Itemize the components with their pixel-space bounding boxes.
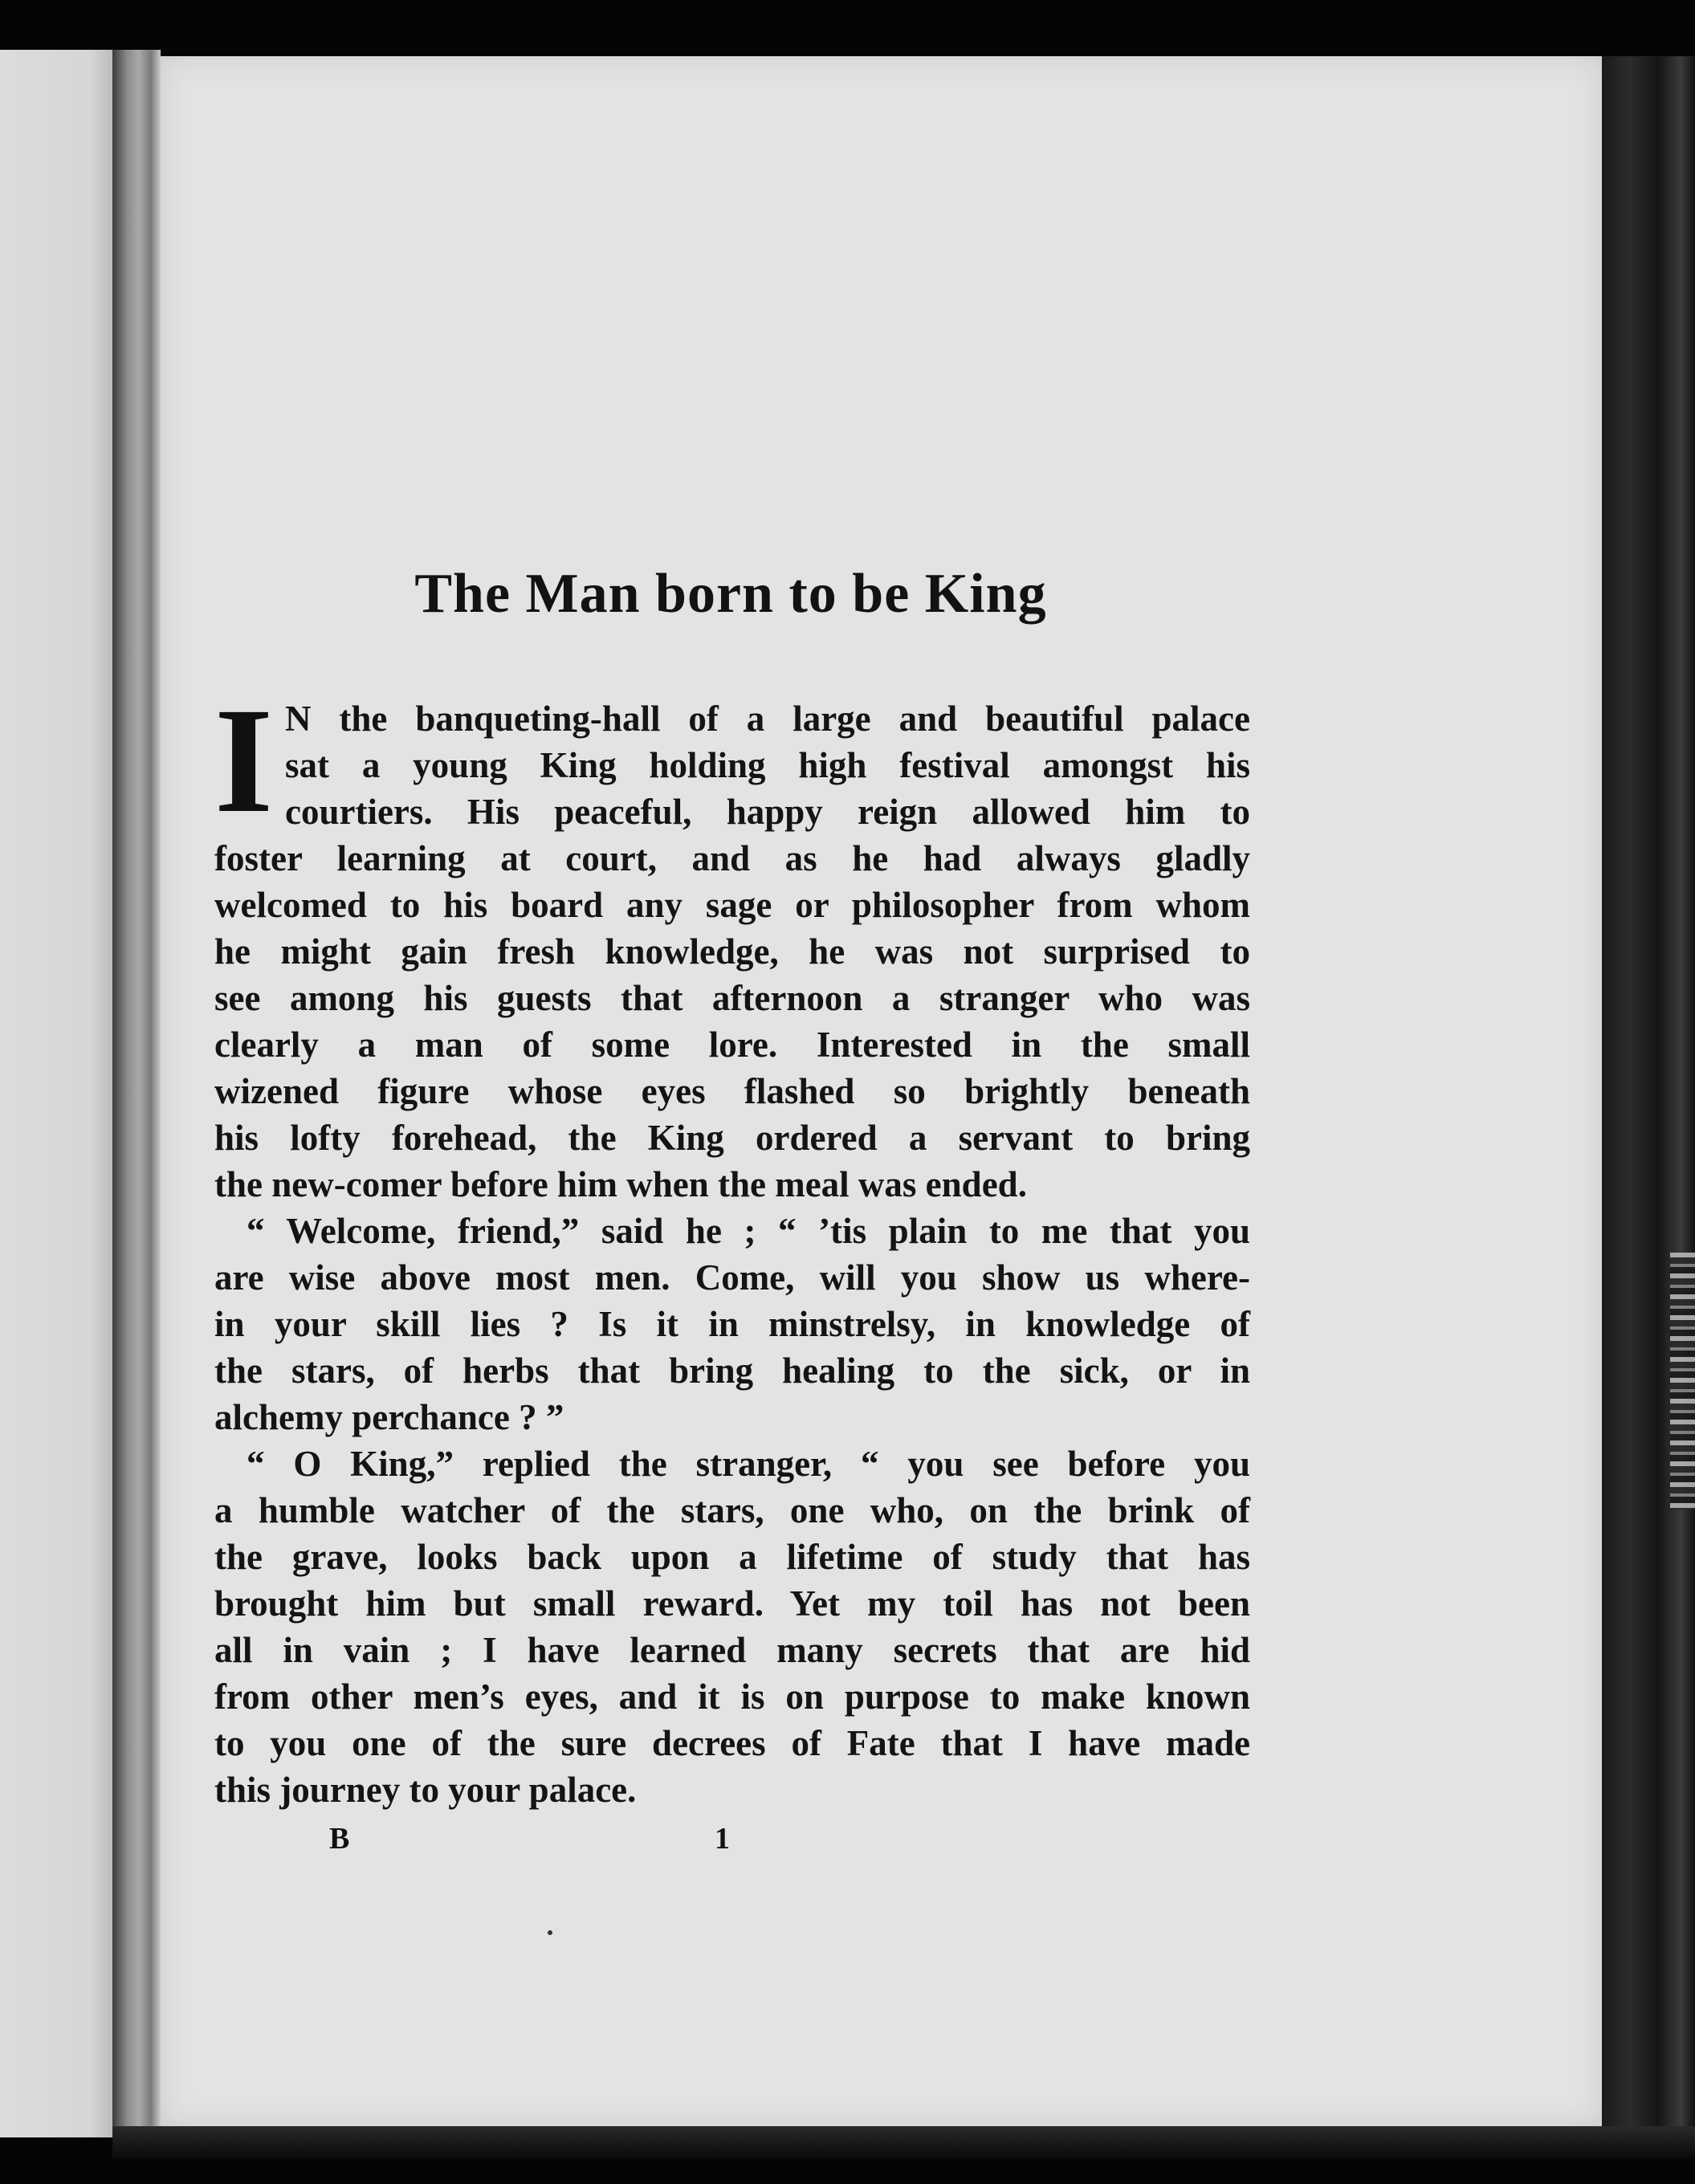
chapter-title: The Man born to be King: [414, 563, 1047, 625]
text-line: are wise above most men. Come, will you show us where-: [214, 1257, 1250, 1298]
text-line: foster learning at court, and as he had always gladly: [214, 838, 1250, 878]
text-line: clearly a man of some lore. Interested in the small: [214, 1025, 1250, 1065]
text-line: wizened figure whose eyes flashed so brightly beneath: [214, 1071, 1250, 1111]
text-line: from other men’s eyes, and it is on purpose to make known: [214, 1677, 1250, 1717]
text-line: “ Welcome, friend,” said he ; “ ’tis plain to me that you: [247, 1211, 1250, 1251]
text-line: welcomed to his board any sage or philosopher from whom: [214, 885, 1250, 925]
page-number: 1: [715, 1822, 730, 1856]
text-line: “ O King,” replied the stranger, “ you see before you: [247, 1444, 1250, 1484]
facing-page-edge: [0, 50, 112, 2137]
text-line: a humble watcher of the stars, one who, on the brink of: [214, 1490, 1250, 1530]
paragraph-2: [214, 1208, 1250, 1440]
text-line: his lofty forehead, the King ordered a servant to bring: [214, 1118, 1250, 1158]
text-line: the grave, looks back upon a lifetime of study that has: [214, 1537, 1250, 1577]
page-bottom-edge: [112, 2126, 1695, 2158]
text-line: this journey to your palace.: [214, 1770, 637, 1810]
page-stack-edge: [1602, 56, 1695, 2144]
text-line: all in vain ; I have learned many secrets that are hid: [214, 1630, 1250, 1670]
ink-speck: [548, 1930, 552, 1935]
text-line: the stars, of herbs that bring healing to the sick, or in: [214, 1351, 1250, 1391]
text-line: alchemy perchance ? ”: [214, 1397, 564, 1437]
text-line: to you one of the sure decrees of Fate that I have made: [214, 1723, 1250, 1763]
text-line: brought him but small reward. Yet my toil has not been: [214, 1583, 1250, 1624]
drop-cap: I: [214, 676, 274, 844]
book-gutter: [112, 50, 161, 2137]
signature-mark: B: [329, 1822, 350, 1856]
text-line: sat a young King holding high festival amongst his: [285, 745, 1250, 785]
torn-page-edge: [1670, 1253, 1695, 1510]
text-line: N the banqueting-hall of a large and beautiful palace: [285, 699, 1250, 739]
text-line: he might gain fresh knowledge, he was not surprised to: [214, 931, 1250, 972]
text-line: the new-comer before him when the meal was ended.: [214, 1164, 1027, 1204]
paragraph-1: [214, 676, 1250, 1208]
text-line: courtiers. His peaceful, happy reign allowed him to: [285, 792, 1250, 832]
text-line: see among his guests that afternoon a stranger who was: [214, 978, 1250, 1018]
text-line: in your skill lies ? Is it in minstrelsy, in knowledge of: [214, 1304, 1250, 1344]
paragraph-3: [214, 1440, 1250, 1813]
chapter-body: [214, 676, 1250, 1813]
